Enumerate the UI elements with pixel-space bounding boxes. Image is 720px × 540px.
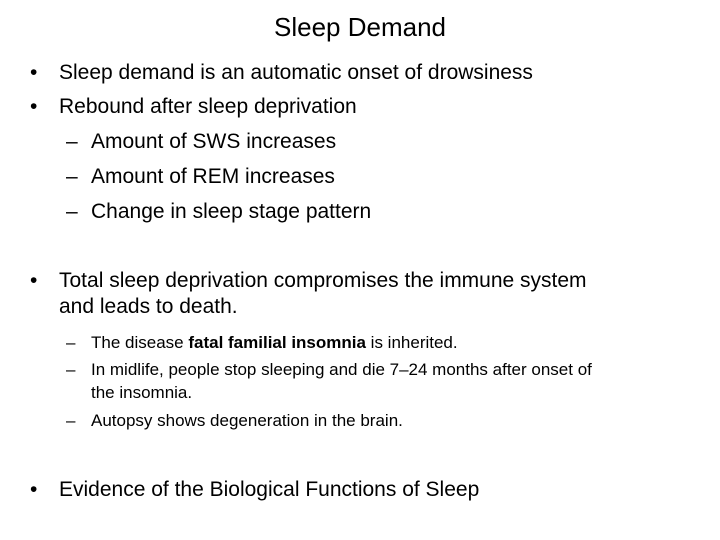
sub-bullet-marker: – xyxy=(66,165,78,188)
sub-bullet-text: Autopsy shows degeneration in the brain. xyxy=(91,411,403,430)
sub-bullet-text: Change in sleep stage pattern xyxy=(91,200,372,223)
bullet-marker: • xyxy=(30,61,38,84)
sub-bullet-marker: – xyxy=(66,200,78,223)
bullet-text: Total sleep deprivation compromises the immune system xyxy=(59,269,587,292)
text-after: is inherited. xyxy=(365,333,458,352)
sub-bullet-marker: – xyxy=(66,130,78,153)
sub-bullet-marker: – xyxy=(66,411,76,430)
slide-title: Sleep Demand xyxy=(274,12,446,42)
sub-bullet-text: Amount of REM increases xyxy=(91,165,335,188)
text-before: The disease xyxy=(91,333,189,352)
disease-name: fatal familial insomnia xyxy=(188,333,366,352)
bullet-text: Rebound after sleep deprivation xyxy=(59,95,357,118)
sub-bullet-text: Amount of SWS increases xyxy=(91,130,337,153)
sub-bullet-marker: – xyxy=(66,333,76,352)
sub-bullet-text xyxy=(91,332,458,354)
bullet-marker: • xyxy=(30,269,38,292)
bullet-text: Evidence of the Biological Functions of Sleep xyxy=(59,478,480,501)
bullet-marker: • xyxy=(30,478,38,501)
bullet-text-continued: and leads to death. xyxy=(59,295,238,318)
bullet-marker: • xyxy=(30,95,38,118)
bullet-text: Sleep demand is an automatic onset of drowsiness xyxy=(59,61,533,84)
sub-bullet-text: In midlife, people stop sleeping and die 7–24 months after onset of xyxy=(91,360,592,379)
sub-bullet-text-continued: the insomnia. xyxy=(91,383,193,402)
sub-bullet-marker: – xyxy=(66,360,76,379)
